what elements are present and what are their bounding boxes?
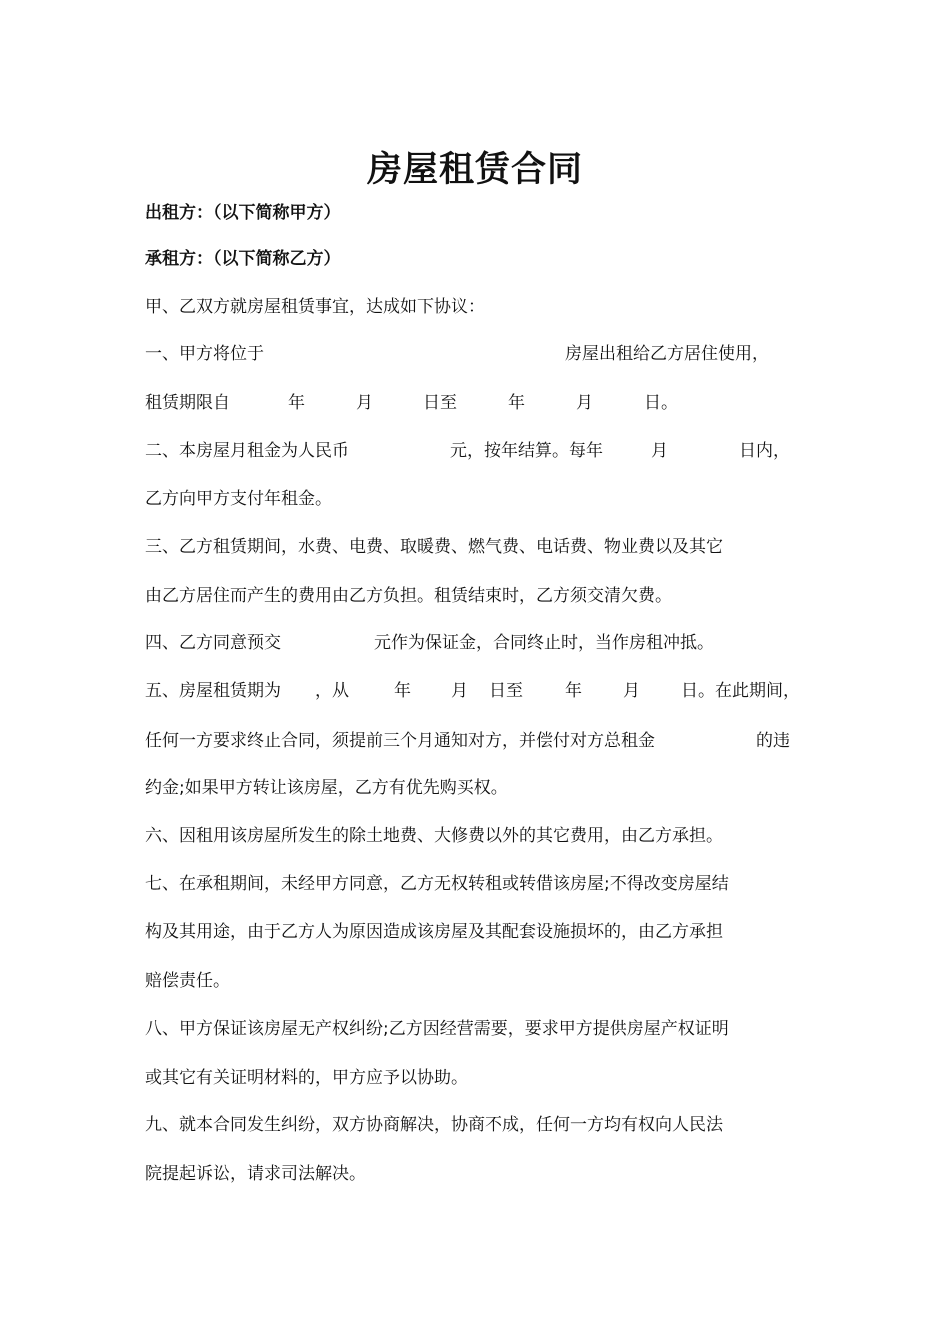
clause8-line2: 或其它有关证明材料的，甲方应予以协助。 [145,1068,468,1088]
clause4-line1 [145,631,825,655]
clause1-day-to: 日至 [423,393,457,413]
clause5-day-to: 日至 [489,681,523,701]
clause5-line3: 约金;如果甲方转让该房屋，乙方有优先购买权。 [145,778,508,798]
clause7-line3: 赔偿责任。 [145,971,230,991]
intro-line: 甲、乙双方就房屋租赁事宜，达成如下协议： [145,297,485,317]
clause2-month: 月 [651,441,668,461]
clause5-year1: 年 [394,681,411,701]
clause5-line1 [145,679,825,703]
clause1-part-a: 一、甲方将位于 [145,344,264,364]
clause1-day-end: 日。 [644,393,678,413]
clause1-month2: 月 [576,393,593,413]
clause2-part-b: 元，按年结算。每年 [450,441,603,461]
clause1-month1: 月 [356,393,373,413]
clause7-line2: 构及其用途，由于乙方人为原因造成该房屋及其配套设施损坏的，由乙方承担 [145,922,723,942]
clause8-line1: 八、甲方保证该房屋无产权纠纷;乙方因经营需要，要求甲方提供房屋产权证明 [145,1019,729,1039]
document-title: 房屋租赁合同 [366,150,583,190]
clause5-line2-b: 的违 [756,731,790,751]
clause1-year2: 年 [508,393,525,413]
clause9-line2: 院提起诉讼，请求司法解决。 [145,1164,366,1184]
clause4-part-b: 元作为保证金，合同终止时，当作房租冲抵。 [374,633,714,653]
clause1-line1 [145,342,825,366]
clause4-part-a: 四、乙方同意预交 [145,633,281,653]
clause5-year2: 年 [565,681,582,701]
clause3-line2: 由乙方居住而产生的费用由乙方负担。租赁结束时，乙方须交清欠费。 [145,586,672,606]
clause5-part-a: 五、房屋租赁期为 [145,681,281,701]
clause1-part-b: 房屋出租给乙方居住使用， [565,344,769,364]
clause5-day-end: 日。在此期间， [681,681,800,701]
clause5-month1: 月 [451,681,468,701]
clause2-line2: 乙方向甲方支付年租金。 [145,489,332,509]
clause2-day: 日内， [739,441,790,461]
clause2-line1 [145,439,825,463]
clause2-part-a: 二、本房屋月租金为人民币 [145,441,349,461]
clause5-month2: 月 [623,681,640,701]
lessee-line: 承租方：（以下简称乙方） [145,249,341,269]
clause1-period-label: 租赁期限自 [145,393,230,413]
clause3-line1: 三、乙方租赁期间，水费、电费、取暖费、燃气费、电话费、物业费以及其它 [145,537,723,557]
lessor-line: 出租方：（以下简称甲方） [145,203,341,223]
clause1-year1: 年 [288,393,305,413]
clause5-line2-a: 任何一方要求终止合同，须提前三个月通知对方，并偿付对方总租金 [145,731,655,751]
clause5-from: ，从 [315,681,349,701]
clause5-line2 [145,729,825,753]
clause1-line2 [145,391,825,415]
clause7-line1: 七、在承租期间，未经甲方同意，乙方无权转租或转借该房屋;不得改变房屋结 [145,874,729,894]
clause9-line1: 九、就本合同发生纠纷，双方协商解决，协商不成，任何一方均有权向人民法 [145,1115,723,1135]
clause6-line: 六、因租用该房屋所发生的除土地费、大修费以外的其它费用，由乙方承担。 [145,826,723,846]
